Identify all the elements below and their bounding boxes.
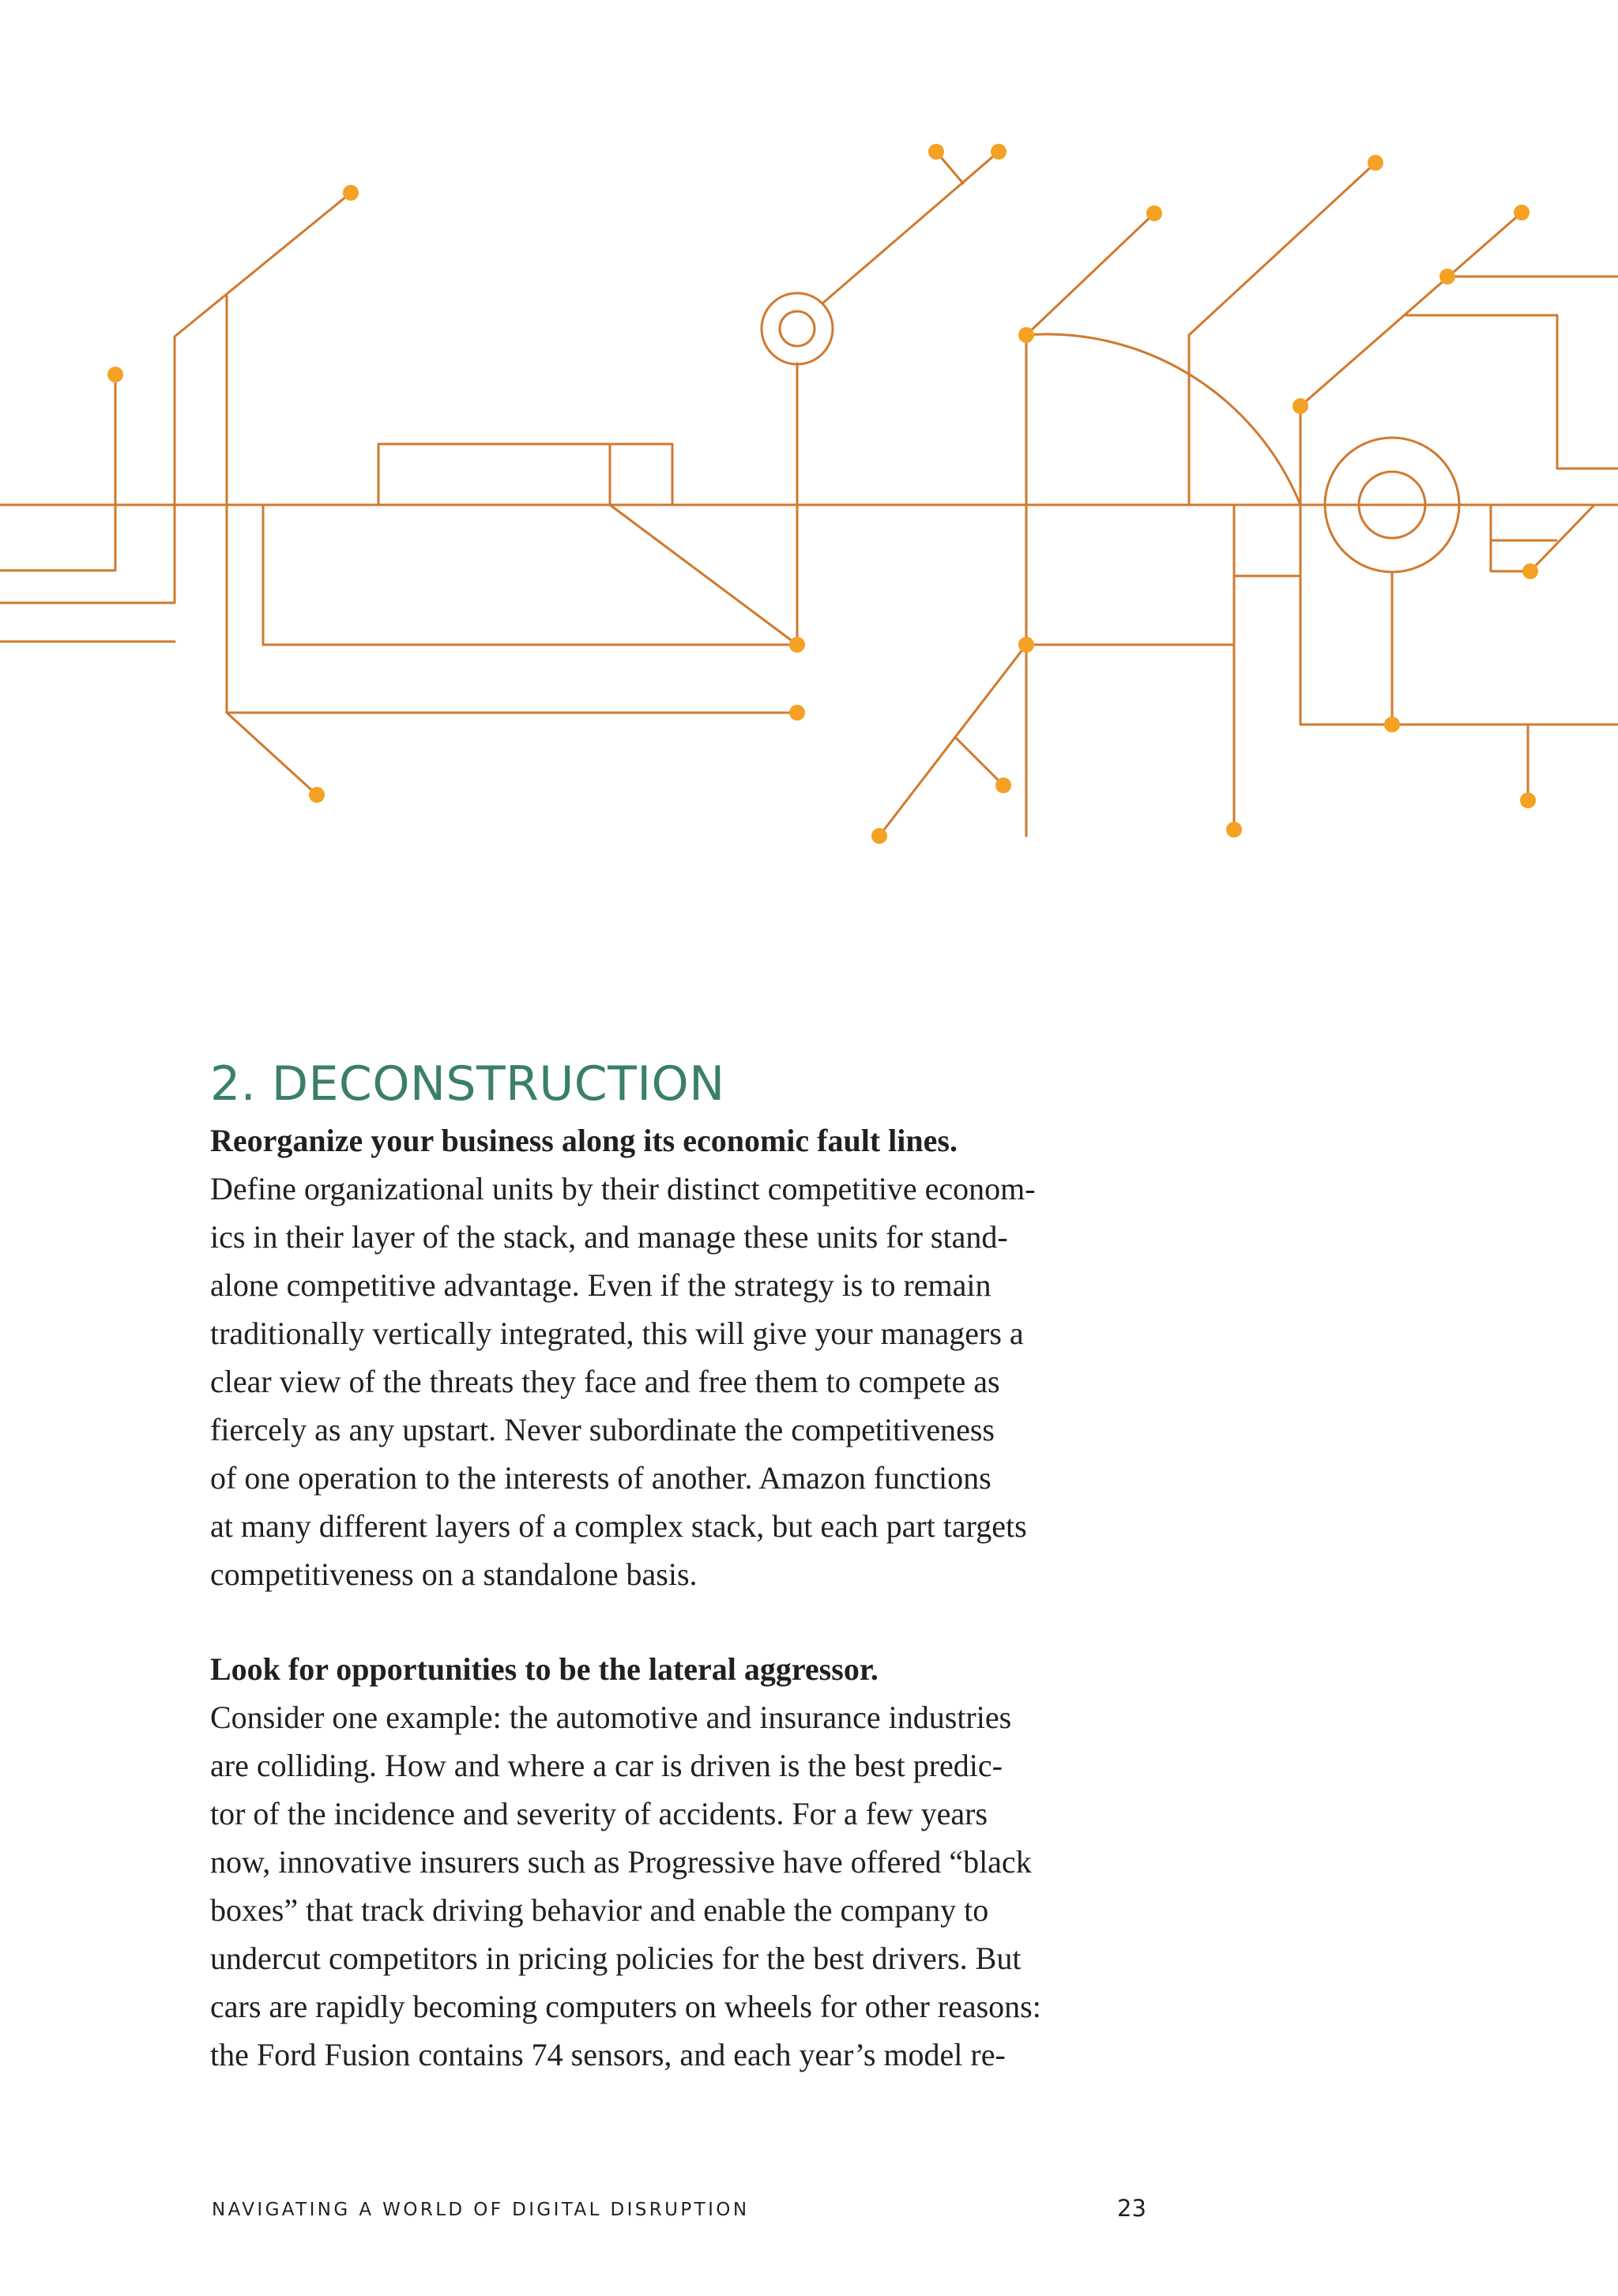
- circuit-node: [1522, 563, 1538, 579]
- body-line: Define organizational units by their distinct competitive econom-: [210, 1171, 1036, 1206]
- body-line: undercut competitors in pricing policies for the best drivers. But: [210, 1940, 1022, 1976]
- section-title: 2. DECONSTRUCTION: [210, 1056, 725, 1112]
- circuit-node: [1226, 822, 1242, 837]
- body-line: fiercely as any upstart. Never subordinate the competitiveness: [210, 1412, 995, 1447]
- circuit-node: [107, 367, 123, 382]
- body-line: alone competitive advantage. Even if the strategy is to remain: [210, 1267, 991, 1303]
- circuit-node: [928, 144, 944, 160]
- paragraph-body-1: [210, 1165, 1190, 1598]
- circuit-node: [1018, 327, 1034, 343]
- circuit-lines: [0, 152, 1618, 836]
- footer-title: NAVIGATING A WORLD OF DIGITAL DISRUPTION: [212, 2200, 750, 2220]
- body-line: at many different layers of a complex stack, but each part targets: [210, 1508, 1027, 1544]
- circuit-nodes: [107, 144, 1538, 844]
- main-content: [210, 1051, 1190, 2126]
- body-line: cars are rapidly becoming computers on wheels for other reasons:: [210, 1989, 1041, 2024]
- body-line: now, innovative insurers such as Progressive have offered “black: [210, 1844, 1032, 1880]
- page-number: 23: [1117, 2195, 1146, 2222]
- circuit-node: [1520, 792, 1536, 808]
- paragraph-heading-2: Look for opportunities to be the lateral aggressor.: [210, 1651, 879, 1687]
- circuit-node: [789, 705, 805, 721]
- circuit-node: [1146, 205, 1162, 221]
- circuit-node: [1018, 637, 1034, 653]
- body-line: tor of the incidence and severity of accidents. For a few years: [210, 1796, 988, 1831]
- circuit-board-illustration: [0, 0, 1618, 885]
- body-line: Consider one example: the automotive and insurance industries: [210, 1699, 1012, 1735]
- circuit-node: [995, 777, 1011, 793]
- circuit-node: [1439, 269, 1455, 284]
- body-line: the Ford Fusion contains 74 sensors, and each year’s model re-: [210, 2037, 1006, 2072]
- body-line: of one operation to the interests of another. Amazon functions: [210, 1460, 991, 1496]
- circuit-node: [1293, 398, 1308, 414]
- circuit-node: [309, 787, 325, 803]
- body-line: ics in their layer of the stack, and manage these units for stand-: [210, 1219, 1008, 1255]
- circuit-node: [343, 185, 359, 201]
- circuit-node: [871, 828, 887, 844]
- paragraph-heading-1: Reorganize your business along its economic fault lines.: [210, 1123, 958, 1158]
- circuit-node: [1368, 155, 1383, 171]
- body-line: clear view of the threats they face and free them to compete as: [210, 1364, 1000, 1399]
- circuit-node: [1384, 717, 1400, 732]
- circuit-node: [991, 144, 1007, 160]
- body-line: are colliding. How and where a car is driven is the best predic-: [210, 1748, 1003, 1783]
- body-line: competitiveness on a standalone basis.: [210, 1556, 698, 1592]
- body-line: boxes” that track driving behavior and enable the company to: [210, 1892, 989, 1928]
- paragraph-body-2: [210, 1693, 1190, 2079]
- body-line: traditionally vertically integrated, this will give your managers a: [210, 1315, 1024, 1351]
- circuit-node: [1514, 205, 1530, 220]
- circuit-node: [789, 637, 805, 653]
